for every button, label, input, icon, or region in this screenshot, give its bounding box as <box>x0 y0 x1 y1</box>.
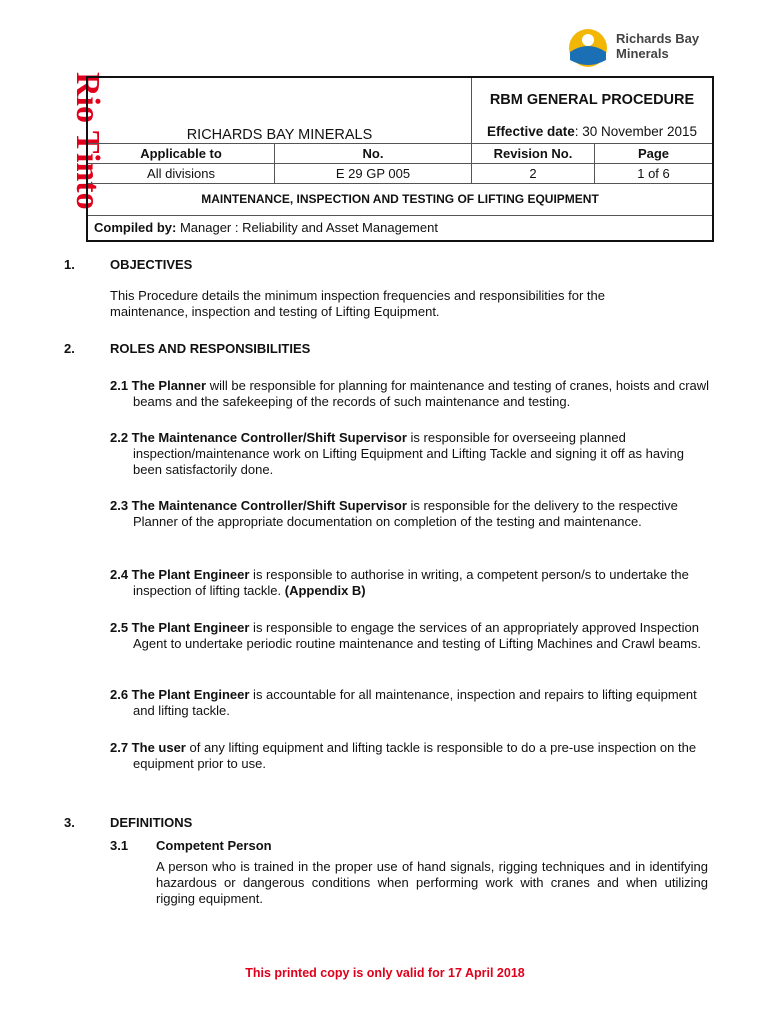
val-revision: 2 <box>472 163 595 183</box>
svg-text:Rio Tinto: Rio Tinto <box>69 72 106 210</box>
effective-date: Effective date: 30 November 2015 <box>472 121 714 143</box>
section-3-title: DEFINITIONS <box>110 815 193 830</box>
role-item-2-2: 2.2 The Maintenance Controller/Shift Supervisor is responsible for overseeing planned inspection/maintenance work on Lifting Equipment and Lifting Tackle and signing it off as having been satisfactorily done. <box>110 430 684 477</box>
rbm-logo-text <box>616 31 699 61</box>
procedure-subject: MAINTENANCE, INSPECTION AND TESTING OF LIFTING EQUIPMENT <box>87 183 713 215</box>
role-item-2-3: 2.3 The Maintenance Controller/Shift Supervisor is responsible for the delivery to the respective Planner of the appropriate documentation on completion of the testing and maintenance. <box>110 498 678 529</box>
col-applicable: Applicable to <box>87 143 275 163</box>
role-item-2-4: 2.4 The Plant Engineer is responsible to authorise in writing, a competent person/s to undertake the inspection of lifting tackle. (Appendix B) <box>110 567 689 598</box>
compiled-by: Compiled by: Manager : Reliability and Asset Management <box>87 215 713 241</box>
section-1-number: 1. <box>64 257 75 272</box>
section-2-number: 2. <box>64 341 75 356</box>
col-revision: Revision No. <box>472 143 595 163</box>
role-item-2-1: 2.1 The Planner will be responsible for planning for maintenance and testing of cranes, hoists and crawl beams and the safekeeping of the records of such maintenance and testing. <box>110 378 710 409</box>
section-3-1-text: A person who is trained in the proper use of hand signals, rigging techniques and in identifying hazardous or dangerous conditions when performing work with cranes and when utilizing rigging equipment. <box>156 859 708 906</box>
col-no: No. <box>275 143 472 163</box>
val-no: E 29 GP 005 <box>275 163 472 183</box>
procedure-title: RBM GENERAL PROCEDURE <box>472 77 714 121</box>
section-1-title: OBJECTIVES <box>110 257 193 272</box>
section-3-number: 3. <box>64 815 75 830</box>
rbm-logo-line1: Richards Bay <box>616 31 700 46</box>
col-page: Page <box>595 143 714 163</box>
section-1-text: This Procedure details the minimum inspection frequencies and responsibilities for the maintenance, inspection and testing of Lifting Equipment. <box>110 288 605 319</box>
val-page: 1 of 6 <box>595 163 714 183</box>
company-name: RICHARDS BAY MINERALS <box>87 121 472 143</box>
section-2-title: ROLES AND RESPONSIBILITIES <box>110 341 311 356</box>
role-item-2-7: 2.7 The user of any lifting equipment and lifting tackle is responsible to do a pre-use inspection on the equipment prior to use. <box>110 740 697 771</box>
riotinto-logo <box>2 40 106 210</box>
validity-footer: This printed copy is only valid for 17 April 2018 <box>245 966 525 980</box>
section-3-1-title: Competent Person <box>156 838 272 853</box>
document-header-table <box>86 76 714 242</box>
role-item-2-5: 2.5 The Plant Engineer is responsible to engage the services of an appropriately approved Inspection Agent to undertake periodic routine maintenance and testing of Lifting Machines and Crawl beams. <box>110 620 702 651</box>
val-applicable: All divisions <box>87 163 275 183</box>
section-3-1-number: 3.1 <box>110 838 129 853</box>
role-item-2-6: 2.6 The Plant Engineer is accountable for all maintenance, inspection and repairs to lifting equipment and lifting tackle. <box>110 687 697 718</box>
rbm-logo-line2: Minerals <box>616 46 669 61</box>
